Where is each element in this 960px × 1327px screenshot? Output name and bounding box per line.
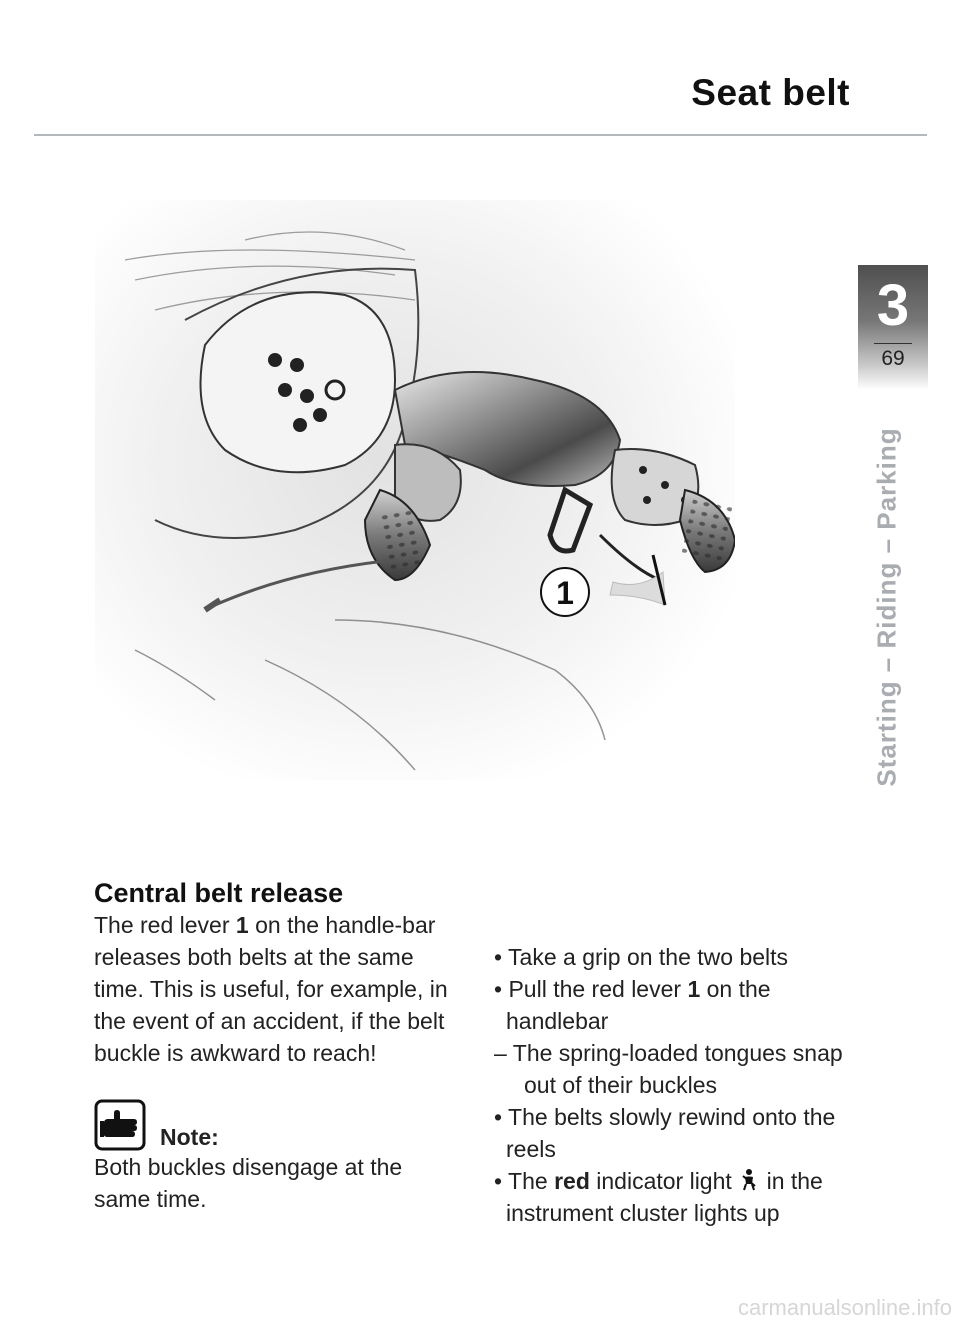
step-emphasis: red	[554, 1168, 590, 1194]
step-text: indicator light	[589, 1168, 739, 1194]
note-text: Both buckles disengage at the same time.	[94, 1154, 403, 1212]
intro-paragraph	[94, 909, 464, 1069]
step-reference-number: 1	[687, 976, 701, 1002]
intro-text-end: on the handle-bar releases both belts at the same time. This is useful, for example, in the event of an accident, if the belt buckle is awkward to reach!	[94, 912, 448, 1066]
section-heading: Central belt release	[94, 878, 344, 908]
step-text: The belts slowly rewind onto the reels	[506, 1104, 836, 1162]
step-dash: –	[494, 1040, 507, 1066]
step-item	[494, 973, 864, 1037]
intro-reference-number: 1	[235, 912, 249, 938]
step-text: in the instrument cluster lights up	[506, 1168, 823, 1226]
header-rule	[34, 134, 927, 136]
note-block	[94, 1097, 464, 1215]
step-item	[494, 941, 864, 973]
step-bullet: •	[494, 1168, 503, 1194]
step-text: on the handlebar	[506, 976, 771, 1034]
step-bullet: •	[494, 976, 503, 1002]
chapter-side-label: Starting – Riding – Parking	[871, 427, 902, 787]
step-item	[494, 1101, 864, 1165]
step-text: The spring-loaded tongues snap out of their buckles	[512, 1040, 843, 1098]
seatbelt-warning-icon	[738, 1168, 760, 1192]
right-column	[494, 941, 864, 1229]
left-column	[94, 909, 464, 1215]
page-number: 69	[881, 347, 905, 370]
footer-watermark: carmanualsonline.info	[737, 1295, 952, 1320]
step-item	[494, 1165, 864, 1229]
step-text: Take a grip on the two belts	[508, 944, 789, 970]
step-text: The	[508, 1168, 555, 1194]
intro-text-start: The red lever	[94, 912, 236, 938]
step-bullet: •	[494, 1104, 503, 1130]
step-bullet: •	[494, 944, 503, 970]
note-label: Note:	[160, 1124, 219, 1150]
handlebar-illustration	[95, 200, 735, 780]
page-header-title: Seat belt	[691, 72, 850, 113]
chapter-divider	[874, 343, 912, 344]
steps-list	[494, 941, 864, 1229]
note-hand-icon	[94, 1099, 146, 1151]
chapter-number: 3	[876, 273, 910, 338]
chapter-tab	[858, 265, 928, 390]
callout-number: 1	[556, 575, 574, 611]
step-text: Pull the red lever	[508, 976, 688, 1002]
note-header	[94, 1097, 464, 1151]
step-sub-item	[494, 1037, 864, 1101]
